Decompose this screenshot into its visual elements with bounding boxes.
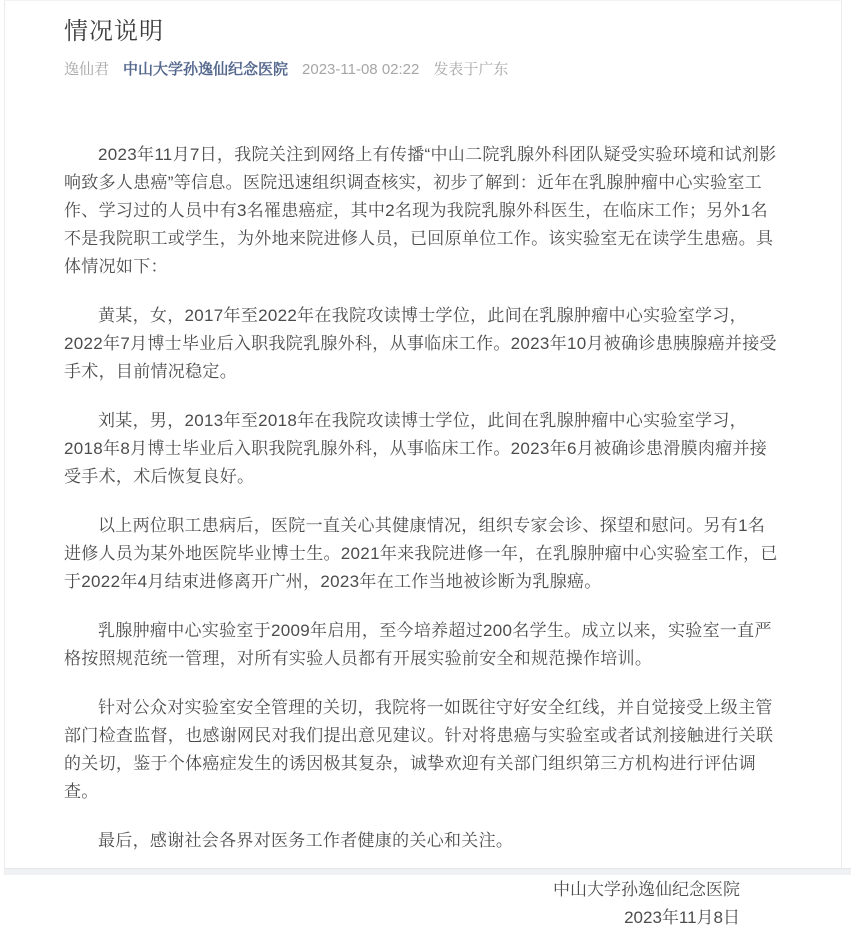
article-page (4, 0, 842, 927)
publish-location: 发表于广东 (433, 61, 509, 78)
page-bottom-strip (5, 868, 851, 875)
signature-org: 中山大学孙逸仙纪念医院 (553, 880, 740, 899)
paragraph: 黄某，女，2017年至2022年在我院攻读博士学位，此间在乳腺肿瘤中心实验室学习，2022年7月博士毕业后入职我院乳腺外科，从事临床工作。2023年10月被确诊患胰腺癌并接受手术，目前情况稳定。 (64, 306, 777, 381)
paragraph: 乳腺肿瘤中心实验室于2009年启用，至今培养超过200名学生。成立以来，实验室一直严格按照规范统一管理，对所有实验人员都有开展实验前安全和规范操作培训。 (64, 621, 772, 668)
author-name: 逸仙君 (64, 61, 110, 78)
article-meta (64, 61, 782, 79)
signature-block (64, 876, 782, 932)
page-title: 情况说明 (64, 18, 164, 45)
source-link[interactable]: 中山大学孙逸仙纪念医院 (123, 61, 289, 78)
paragraph: 2023年11月7日，我院关注到网络上有传播“中山二院乳腺外科团队疑受实验环境和试剂影响致多人患癌”等信息。医院迅速组织调查核实，初步了解到：近年在乳腺肿瘤中心实验室工作、学习过的人员中有3名罹患癌症，其中2名现为我院乳腺外科医生，在临床工作；另外1名不是我院职工或学生，为外地来院进修人员，已回原单位工作。该实验室无在读学生患癌。具体情况如下： (64, 145, 777, 276)
paragraph: 以上两位职工患病后，医院一直关心其健康情况，组织专家会诊、探望和慰问。另有1名进修人员为某外地医院毕业博士生。2021年来我院进修一年，在乳腺肿瘤中心实验室工作，已于2022年4月结束进修离开广州，2023年在工作当地被诊断为乳腺癌。 (64, 516, 778, 591)
paragraph: 刘某，男，2013年至2018年在我院攻读博士学位，此间在乳腺肿瘤中心实验室学习，2018年8月博士毕业后入职我院乳腺外科，从事临床工作。2023年6月被确诊患滑膜肉瘤并接受手术，术后恢复良好。 (64, 411, 768, 486)
article-body (64, 141, 782, 932)
signature-date: 2023年11月8日 (624, 908, 740, 927)
publish-time: 2023-11-08 02:22 (302, 61, 420, 78)
paragraph: 最后，感谢社会各界对医务工作者健康的关心和关注。 (98, 831, 514, 850)
paragraph: 针对公众对实验室安全管理的关切，我院将一如既往守好安全红线，并自觉接受上级主管部门检查监督，也感谢网民对我们提出意见建议。针对将患癌与实验室或者试剂接触进行关联的关切，鉴于个体癌症发生的诱因极其复杂，诚挚欢迎有关部门组织第三方机构进行评估调查。 (64, 698, 774, 801)
